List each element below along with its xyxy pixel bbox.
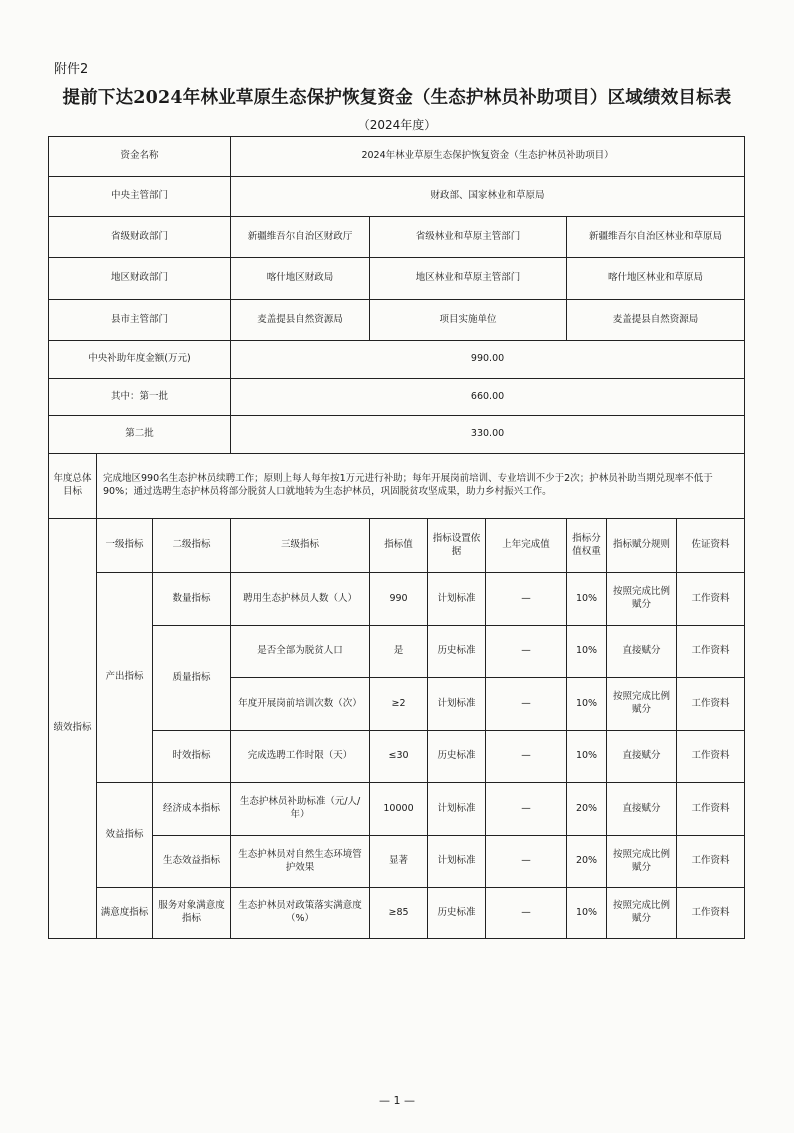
row-name: 完成选聘工作时限（天） [231, 731, 370, 783]
row-evidence: 工作资料 [677, 731, 745, 783]
performance-target-table [48, 136, 745, 939]
impl-unit-value: 麦盖提县自然资源局 [567, 300, 745, 341]
amount-label: 中央补助年度金额(万元) [49, 341, 231, 379]
prov-finance-label: 省级财政部门 [49, 217, 231, 258]
row-rule: 直接赋分 [607, 731, 677, 783]
batch1-row [49, 379, 745, 416]
row-weight: 10% [567, 626, 607, 678]
row-evidence: 工作资料 [677, 626, 745, 678]
table-row [49, 888, 745, 939]
sub-quantity: 数量指标 [153, 573, 231, 626]
row-weight: 10% [567, 678, 607, 731]
group-output: 产出指标 [97, 573, 153, 783]
group-satisfaction: 满意度指标 [97, 888, 153, 939]
fund-name-value: 2024年林业草原生态保护恢复资金（生态护林员补助项目） [231, 137, 745, 177]
impl-unit-label: 项目实施单位 [370, 300, 567, 341]
county-dept-label: 县市主管部门 [49, 300, 231, 341]
prov-finance-value: 新疆维吾尔自治区财政厅 [231, 217, 370, 258]
row-name: 生态护林员补助标准（元/人/年） [231, 783, 370, 836]
header-rule: 指标赋分规则 [607, 519, 677, 573]
row-last: — [486, 731, 567, 783]
row-last: — [486, 678, 567, 731]
table-row [49, 573, 745, 626]
header-level2: 二级指标 [153, 519, 231, 573]
table-row [49, 731, 745, 783]
row-value: 是 [370, 626, 428, 678]
central-dept-value: 财政部、国家林业和草原局 [231, 177, 745, 217]
row-value: 显著 [370, 836, 428, 888]
goal-text: 完成地区990名生态护林员续聘工作；原则上每人每年按1万元进行补助；每年开展岗前培训、专业培训不少于2次；护林员补助当期兑现率不低于90%；通过选聘生态护林员将部分脱贫人口就地转为生态护林员，巩固脱贫攻坚成果，助力乡村振兴工作。 [97, 454, 745, 519]
batch2-label: 第二批 [49, 416, 231, 454]
page-number: — 1 — [379, 1094, 415, 1107]
row-rule: 直接赋分 [607, 783, 677, 836]
annex-label: 附件2 [54, 62, 89, 77]
region-forest-value: 喀什地区林业和草原局 [567, 258, 745, 300]
row-weight: 20% [567, 836, 607, 888]
prov-forest-label: 省级林业和草原主管部门 [370, 217, 567, 258]
prov-row [49, 217, 745, 258]
row-basis: 计划标准 [428, 836, 486, 888]
row-weight: 10% [567, 573, 607, 626]
row-last: — [486, 626, 567, 678]
region-forest-label: 地区林业和草原主管部门 [370, 258, 567, 300]
county-row [49, 300, 745, 341]
goal-label: 年度总体目标 [49, 454, 97, 519]
row-name: 是否全部为脱贫人口 [231, 626, 370, 678]
central-dept-row [49, 177, 745, 217]
batch1-label: 其中：第一批 [49, 379, 231, 416]
row-rule: 按照完成比例赋分 [607, 678, 677, 731]
group-benefit: 效益指标 [97, 783, 153, 888]
amount-value: 990.00 [231, 341, 745, 379]
row-basis: 历史标准 [428, 731, 486, 783]
header-basis: 指标设置依据 [428, 519, 486, 573]
row-basis: 历史标准 [428, 888, 486, 939]
table-row [49, 836, 745, 888]
row-evidence: 工作资料 [677, 836, 745, 888]
sub-service: 服务对象满意度指标 [153, 888, 231, 939]
sub-economic: 经济成本指标 [153, 783, 231, 836]
row-weight: 20% [567, 783, 607, 836]
row-last: — [486, 573, 567, 626]
row-basis: 历史标准 [428, 626, 486, 678]
row-basis: 计划标准 [428, 783, 486, 836]
row-basis: 计划标准 [428, 678, 486, 731]
fund-name-label: 资金名称 [49, 137, 231, 177]
region-row [49, 258, 745, 300]
row-name: 年度开展岗前培训次数（次） [231, 678, 370, 731]
row-evidence: 工作资料 [677, 888, 745, 939]
table-row [49, 626, 745, 678]
row-weight: 10% [567, 888, 607, 939]
row-evidence: 工作资料 [677, 573, 745, 626]
region-finance-value: 喀什地区财政局 [231, 258, 370, 300]
header-level1: 一级指标 [97, 519, 153, 573]
row-value: ≥2 [370, 678, 428, 731]
batch2-value: 330.00 [231, 416, 745, 454]
row-name: 生态护林员对政策落实满意度（%） [231, 888, 370, 939]
header-level3: 三级指标 [231, 519, 370, 573]
row-value: ≥85 [370, 888, 428, 939]
row-evidence: 工作资料 [677, 783, 745, 836]
row-last: — [486, 783, 567, 836]
batch1-value: 660.00 [231, 379, 745, 416]
row-rule: 直接赋分 [607, 626, 677, 678]
row-last: — [486, 836, 567, 888]
year-label: （2024年度） [357, 118, 437, 132]
row-name: 生态护林员对自然生态环境管护效果 [231, 836, 370, 888]
row-evidence: 工作资料 [677, 678, 745, 731]
table-row [49, 783, 745, 836]
row-weight: 10% [567, 731, 607, 783]
header-value: 指标值 [370, 519, 428, 573]
batch2-row [49, 416, 745, 454]
sub-timeliness: 时效指标 [153, 731, 231, 783]
row-value: ≤30 [370, 731, 428, 783]
region-finance-label: 地区财政部门 [49, 258, 231, 300]
amount-row [49, 341, 745, 379]
sub-ecological: 生态效益指标 [153, 836, 231, 888]
county-dept-value: 麦盖提县自然资源局 [231, 300, 370, 341]
sub-quality: 质量指标 [153, 626, 231, 731]
row-rule: 按照完成比例赋分 [607, 836, 677, 888]
row-name: 聘用生态护林员人数（人） [231, 573, 370, 626]
central-dept-label: 中央主管部门 [49, 177, 231, 217]
prov-forest-value: 新疆维吾尔自治区林业和草原局 [567, 217, 745, 258]
row-last: — [486, 888, 567, 939]
row-basis: 计划标准 [428, 573, 486, 626]
page-title: 提前下达2024年林业草原生态保护恢复资金（生态护林员补助项目）区域绩效目标表 [62, 88, 732, 108]
row-rule: 按照完成比例赋分 [607, 888, 677, 939]
goal-row [49, 454, 745, 519]
row-rule: 按照完成比例赋分 [607, 573, 677, 626]
perf-section-label: 绩效指标 [49, 519, 97, 939]
header-weight: 指标分值权重 [567, 519, 607, 573]
header-evidence: 佐证资料 [677, 519, 745, 573]
header-last-year: 上年完成值 [486, 519, 567, 573]
perf-header-row [49, 519, 745, 573]
row-value: 10000 [370, 783, 428, 836]
row-value: 990 [370, 573, 428, 626]
fund-name-row [49, 137, 745, 177]
